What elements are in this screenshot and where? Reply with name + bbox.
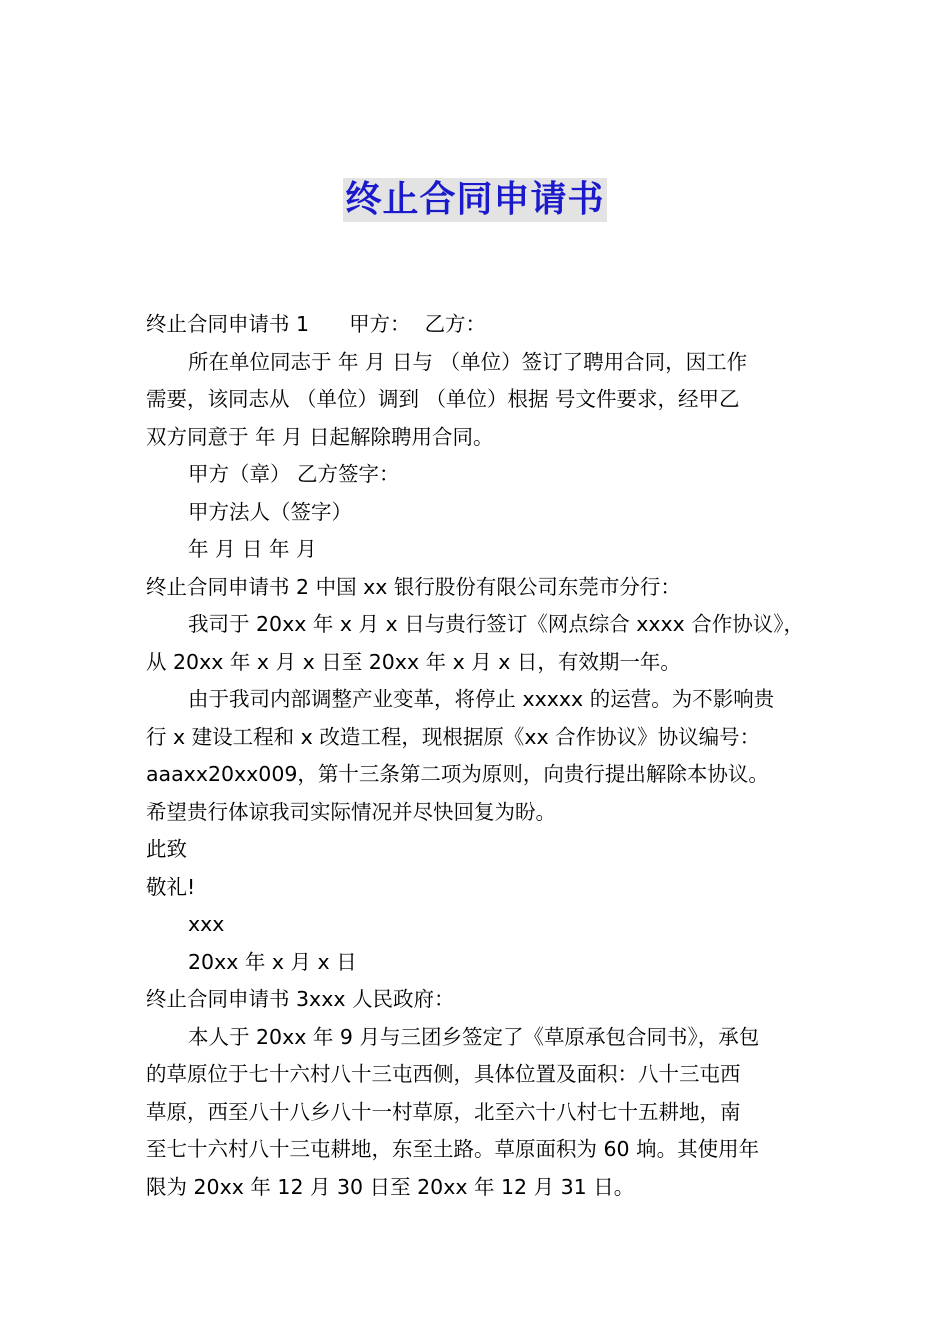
paragraph-line: 至七十六村八十三屯耕地，东至土路。草原面积为 60 垧。其使用年 (146, 1137, 760, 1161)
party-b-label: 乙方： (424, 312, 487, 336)
paragraph-line: 双方同意于 年 月 日起解除聘用合同。 (146, 424, 494, 449)
paragraph-line: 希望贵行体谅我司实际情况并尽快回复为盼。 (146, 799, 556, 824)
paragraph-line: 限为 20xx 年 12 月 30 日至 20xx 年 12 月 31 日。 (146, 1174, 635, 1199)
paragraph-line: 我司于 20xx 年 x 月 x 日与贵行签订《网点综合 xxxx 合作协议》， (188, 612, 805, 636)
paragraph-line: aaaxx20xx009，第十三条第二项为原则，向贵行提出解除本协议。 (146, 762, 769, 786)
document-title: 终止合同申请书 (345, 179, 605, 220)
paragraph-line: 甲方（章） 乙方签字： (188, 462, 400, 486)
paragraph-line: 甲方法人（签字） (188, 499, 352, 524)
title-container (0, 178, 950, 222)
party-a-label: 甲方： (349, 312, 411, 336)
paragraph-line: 本人于 20xx 年 9 月与三团乡签定了《草原承包合同书》，承包 (188, 1024, 760, 1049)
paragraph-line (146, 306, 826, 344)
paragraph-line: 需要，该同志从 （单位）调到 （单位）根据 号文件要求，经甲乙 (146, 387, 740, 411)
document-body (146, 306, 826, 1206)
paragraph-line: 年 月 日 年 月 (188, 537, 317, 561)
date-line: 20xx 年 x 月 x 日 (188, 949, 357, 974)
closing-line: 敬礼! (146, 874, 196, 899)
paragraph-line: 草原，西至八十八乡八十一村草原，北至六十八村七十五耕地，南 (146, 1099, 741, 1124)
paragraph-line: 所在单位同志于 年 月 日与 （单位）签订了聘用合同，因工作 (188, 349, 748, 374)
section-heading-2: 终止合同申请书 2 中国 xx 银行股份有限公司东莞市分行： (146, 574, 681, 599)
paragraph-line: 行 x 建设工程和 x 改造工程，现根据原《xx 合作协议》协议编号： (146, 724, 761, 749)
paragraph-line: 从 20xx 年 x 月 x 日至 20xx 年 x 月 x 日，有效期一年。 (146, 649, 681, 674)
paragraph-line: 的草原位于七十六村八十三屯西侧，具体位置及面积：八十三屯西 (146, 1062, 741, 1086)
section-heading-1: 终止合同申请书 1 (146, 312, 310, 336)
signature-line: xxx (188, 912, 225, 936)
paragraph-line: 由于我司内部调整产业变革，将停止 xxxxx 的运营。为不影响贵 (188, 687, 775, 711)
closing-line: 此致 (146, 837, 187, 861)
section-heading-3: 终止合同申请书 3xxx 人民政府： (146, 987, 455, 1011)
